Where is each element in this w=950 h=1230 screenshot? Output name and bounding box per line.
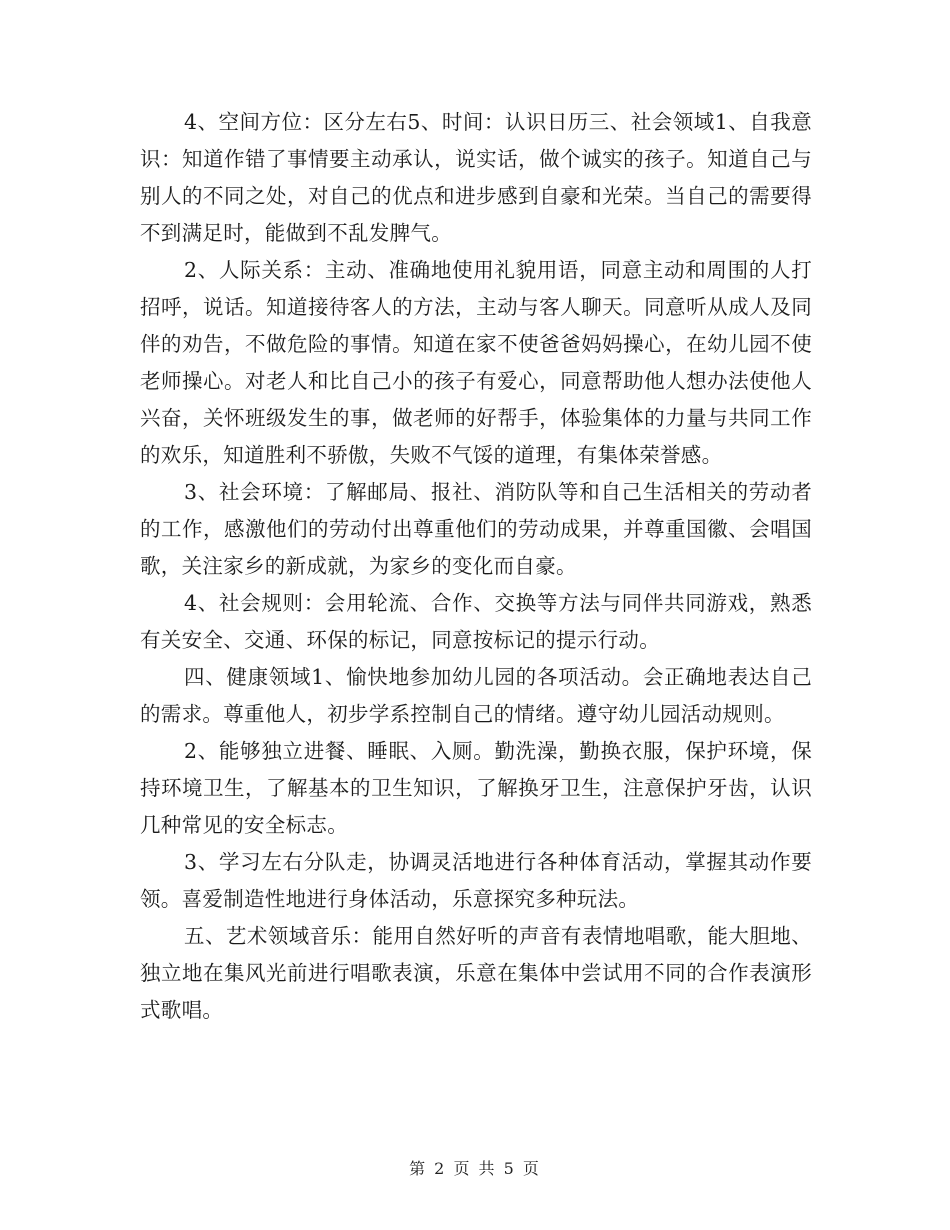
paragraph-5: 四、健康领域1、愉快地参加幼儿园的各项活动。会正确地表达自己的需求。尊重他人，初步学系控制自己的情绪。遵守幼儿园活动规则。 [140, 665, 812, 726]
page-number-footer: 第 2 页 共 5 页 [409, 1159, 541, 1178]
paragraph-3: 3、社会环境：了解邮局、报社、消防队等和自己生活相关的劳动者的工作，感激他们的劳动付出尊重他们的劳动成果，并尊重国徽、会唱国歌，关注家乡的新成就，为家乡的变化而自豪。 [140, 480, 812, 578]
paragraph-1: 4、空间方位：区分左右5、时间：认识日历三、社会领域1、自我意识：知道作错了事情要主动承认，说实话，做个诚实的孩子。知道自己与别人的不同之处，对自己的优点和进步感到自豪和光荣。当自己的需要得不到满足时，能做到不乱发脾气。 [140, 110, 812, 245]
paragraph-2: 2、人际关系：主动、准确地使用礼貌用语，同意主动和周围的人打招呼，说话。知道接待客人的方法，主动与客人聊天。同意听从成人及同伴的劝告，不做危险的事情。知道在家不使爸爸妈妈操心，在幼儿园不使老师操心。对老人和比自己小的孩子有爱心，同意帮助他人想办法使他人兴奋，关怀班级发生的事，做老师的好帮手，体验集体的力量与共同工作的欢乐，知道胜利不骄傲，失败不气馁的道理，有集体荣誉感。 [140, 258, 812, 467]
paragraph-7: 3、学习左右分队走，协调灵活地进行各种体育活动，掌握其动作要领。喜爱制造性地进行身体活动，乐意探究多种玩法。 [140, 850, 812, 911]
paragraph-4: 4、社会规则：会用轮流、合作、交换等方法与同伴共同游戏，熟悉有关安全、交通、环保的标记，同意按标记的提示行动。 [140, 591, 812, 652]
document-body [140, 104, 812, 1029]
paragraph-8: 五、艺术领域音乐：能用自然好听的声音有表情地唱歌，能大胆地、独立地在集风光前进行唱歌表演，乐意在集体中尝试用不同的合作表演形式歌唱。 [140, 924, 812, 1022]
paragraph-6: 2、能够独立进餐、睡眠、入厕。勤洗澡，勤换衣服，保护环境，保持环境卫生，了解基本的卫生知识，了解换牙卫生，注意保护牙齿，认识几种常见的安全标志。 [140, 739, 812, 837]
